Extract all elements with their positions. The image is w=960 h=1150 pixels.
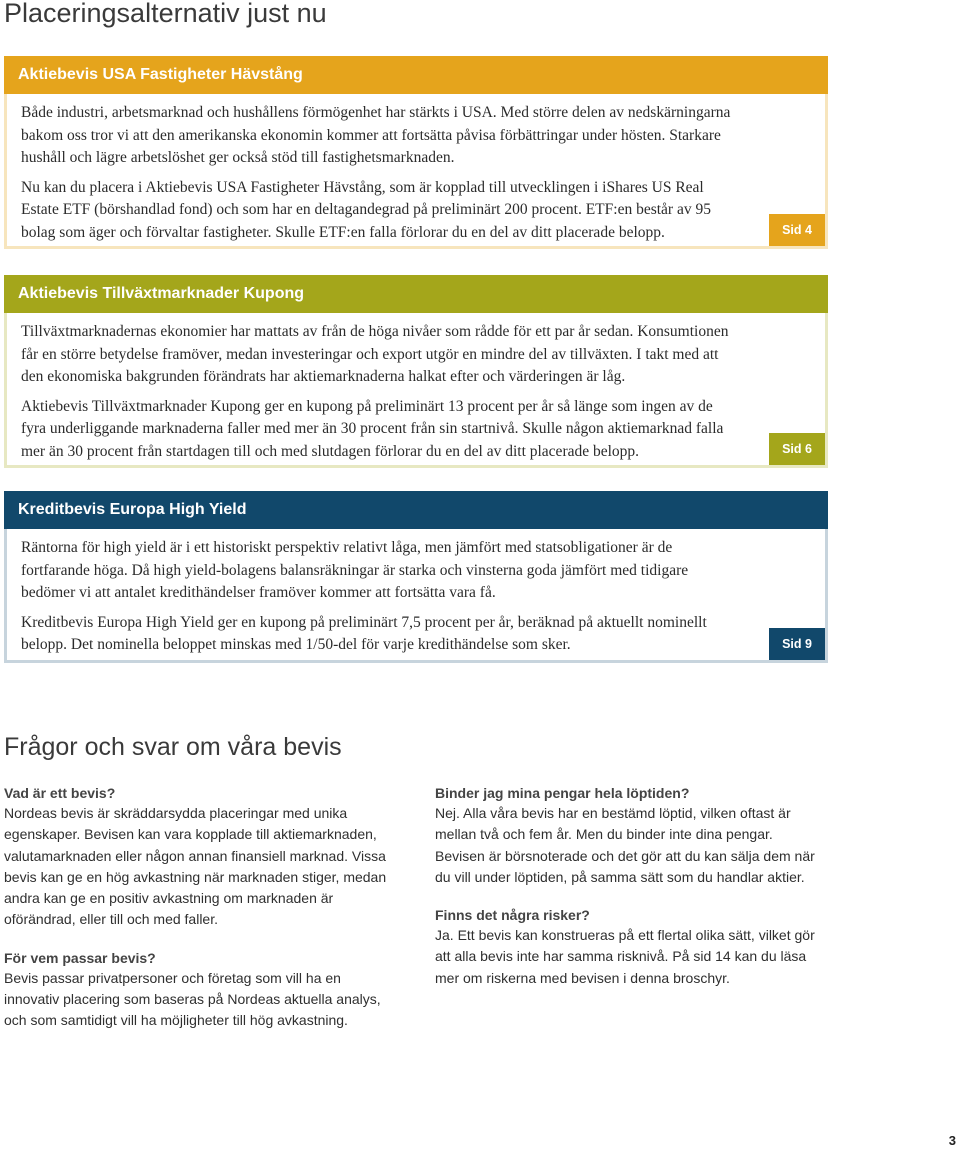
faq-answer: Nej. Alla våra bevis har en bestämd löptid, vilken oftast är mellan två och fem år. Men du binder inte dina pengar. Bevisen är börsnoterade och det gör att du kan sälja dem när du vill under löptiden, på samma sätt som du handlar aktier. (435, 805, 815, 885)
faq-column-left (4, 785, 389, 1051)
faq-question: Binder jag mina pengar hela löptiden? (435, 785, 690, 801)
card-header: Aktiebevis Tillväxtmarknader Kupong (4, 275, 828, 313)
card-paragraph: Aktiebevis Tillväxtmarknader Kupong ger en kupong på preliminärt 13 procent per år så länge som ingen av de fyra underliggande marknaderna faller med mer än 30 procent från sin startnivå. Skulle någon aktiemarknad falla mer än 30 procent från startdagen till och med slutdagen förlorar du en del av ditt placerade belopp. (21, 397, 724, 460)
page-ref-badge[interactable]: Sid 4 (769, 214, 825, 246)
card-body (4, 94, 828, 249)
faq-answer: Ja. Ett bevis kan konstrueras på ett flertal olika sätt, vilket gör att alla bevis inte har samma risknivå. På sid 14 kan du läsa mer om riskerna med bevisen i denna broschyr. (435, 927, 815, 986)
faq-column-right (435, 785, 820, 1008)
card-usa-fastigheter (4, 56, 828, 249)
card-body (4, 313, 828, 468)
card-europa-high-yield (4, 491, 828, 663)
card-paragraph: Kreditbevis Europa High Yield ger en kupong på preliminärt 7,5 procent per år, beräknad på aktuellt nominellt belopp. Det nominella beloppet minskas med 1/50-del för varje kredithändelse som sker. (21, 613, 707, 653)
card-tillvaxtmarknader (4, 275, 828, 468)
page-number: 3 (948, 1133, 956, 1148)
card-paragraph: Nu kan du placera i Aktiebevis USA Fastigheter Hävstång, som är kopplad till utvecklingen i iShares US Real Estate ETF (börshandlad fond) och som har en deltagandegrad på preliminärt 200 procent. ETF:en består av 95 bolag som äger och förvaltar fastigheter. Skulle ETF:en falla förlorar du en del av ditt placerade belopp. (21, 178, 711, 241)
faq-question: För vem passar bevis? (4, 949, 156, 966)
card-header: Kreditbevis Europa High Yield (4, 491, 828, 529)
faq-answer: Nordeas bevis är skräddarsydda placeringar med unika egenskaper. Bevisen kan vara kopplade till aktiemarknaden, valutamarknaden eller någon annan finansiell marknad. Vissa bevis kan ge en hög avkastning när marknaden stiger, medan andra kan ge en positiv avkastning om marknaden är oförändrad, eller till och med faller. (4, 805, 387, 928)
card-paragraph: Räntorna för high yield är i ett historiskt perspektiv relativt låga, men jämfört med statsobligationer är de fortfarande höga. Då high yield-bolagens balansräkningar är starka och vinsterna goda jämfört med tidigare bedömer vi att antalet kredithändelser framöver kommer att fortsätta vara få. (21, 539, 689, 601)
card-header: Aktiebevis USA Fastigheter Hävstång (4, 56, 828, 94)
card-body (4, 529, 828, 663)
page-title: Placeringsalternativ just nu (4, 0, 327, 28)
faq-answer: Bevis passar privatpersoner och företag som vill ha en innovativ placering som baseras på Nordeas aktuella analys, och som samtidigt vill ha möjligheter till hög avkastning. (4, 969, 381, 1029)
card-paragraph: Tillväxtmarknadernas ekonomier har mattats av från de höga nivåer som rådde för ett par år sedan. Konsumtionen får en större betydelse framöver, medan investeringar och export utgör en mindre del av tillväxten. I takt med att den ekonomiska bakgrunden förändrats har aktiemarknaderna halkat efter och värderingen är låg. (21, 323, 729, 385)
card-paragraph: Både industri, arbetsmarknad och hushållens förmögenhet har stärkts i USA. Med större delen av nedskärningarna bakom oss tror vi att den amerikanska ekonomin kommer att fortsätta påvisa förbättringar under hösten. Starkare hushåll och lägre arbetslöshet ger också stöd till fastighetsmarknaden. (21, 104, 731, 166)
page-ref-badge[interactable]: Sid 9 (769, 628, 825, 660)
page-ref-badge[interactable]: Sid 6 (769, 433, 825, 465)
faq-question: Vad är ett bevis? (4, 785, 116, 801)
faq-question: Finns det några risker? (435, 907, 590, 924)
faq-title: Frågor och svar om våra bevis (4, 733, 342, 761)
